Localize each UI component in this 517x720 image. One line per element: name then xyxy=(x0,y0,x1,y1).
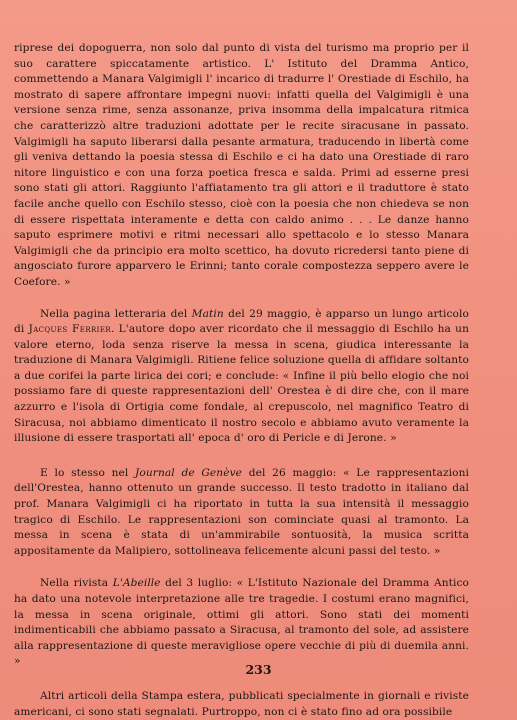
magazine-title-labeille: L'Abeille xyxy=(112,577,161,590)
paragraph-4-text: Nella rivista xyxy=(40,577,113,590)
paragraph-1-text: riprese dei dopoguerra, non solo dal punto di vista del turismo ma proprio per il suo carattere spiccatamente artistico. L' Istituto del Dramma Antico, commettendo a Manara Valgimigli l' incarico di tradurre l' Orestiade di Eschilo, ha mostrato di sapere affrontare impegni nuovi: infatti quella del Valgimigli è una versione senza rime, senza assonanze, priva insomma della impalcatura ritmica che caratterizzò altre traduzioni adottate per le recite siracusane in passato. Valgimigli ha saputo liberarsi dalla pesante armatura, traducendo in libertà come gli veniva dettando la poesia stessa di Eschilo e ci ha dato una Orestiade di raro nitore linguistico e con una forza poetica fresca e salda. Primi ad esserne presi sono stati gli attori. Raggiunto l'affiatamento tra gli attori e il traduttore è stato facile anche quello con Eschilo stesso, cioè con la poesia che non chiedeva se non di essere rispettata interamente e detta con caldo animo . . . Le danze hanno saputo esprimere motivi e ritmi necessari allo spettacolo e lo stesso Manara Valgimigli che da principio era molto scettico, ha dovuto ricredersi tanto piene di angosciato furore apparvero le Erinni; tanto corale compostezza seppero avere le Coefore. » xyxy=(14,42,469,288)
paragraph-2-text: del 29 maggio, è apparso un lungo articolo di xyxy=(14,307,469,336)
paragraph-5 xyxy=(14,689,469,720)
paragraph-1 xyxy=(14,41,469,291)
paragraph-2-text: Nella pagina letteraria del xyxy=(40,307,192,320)
paragraph-4 xyxy=(14,576,469,670)
page-number: 233 xyxy=(245,662,272,677)
paragraph-3-text: del 26 maggio: « Le rappresentazioni dell'Orestea, hanno ottenuto un grande successo. Il testo tradotto in italiano dal prof. Manara Valgimigli ci ha riportato in tutta la sua intensità il messaggio tragico di Eschilo. Le rappresentazioni son cominciate quasi al tramonto. La messa in scena è stata di un'ammirabile sontuosità, la musica scritta appositamente da Malipiero, sottolineava felicemente alcuni passi del testo. » xyxy=(14,466,470,557)
author-name: Jacques Ferrier xyxy=(28,323,112,336)
newspaper-title-matin: Matin xyxy=(191,307,224,320)
paragraph-2 xyxy=(14,307,469,447)
paragraph-2-text: . L'autore dopo aver ricordato che il messaggio di Eschilo ha un valore eterno, loda senza riserve la messa in scena, giudica interessante la traduzione di Manara Valgimigli. Ritiene felice soluzione quella di affidare soltanto a due corifei la parte lirica dei cori; e conclude: « Infine il più bello elogio che noi possiamo fare di queste rappresentazioni dell' Orestea è di dire che, con il mare azzurro e l'isola di Ortigia come fondale, al crepuscolo, nel magnifico Teatro di Siracusa, noi abbiamo dimenticato il nostro secolo e abbiamo avuto veramente la illusione di essere trasportati all' epoca d' oro di Pericle e di Jerone. » xyxy=(14,323,470,445)
paragraph-4-text: del 3 luglio: « L'Istituto Nazionale del Dramma Antico ha dato una notevole interpretazione alle tre tragedie. I costumi erano magnifici, la messa in scena originale, ottimi gli attori. Sono stati dei momenti indimenticabili che abbiamo passato a Siracusa, al tramonto del sole, ad assistere alla rappresentazione di queste meravigliose opere vecchie di più di duemila anni. » xyxy=(14,577,469,668)
paragraph-3-text: E lo stesso nel xyxy=(40,466,136,479)
paragraph-3 xyxy=(14,466,469,560)
newspaper-title-journal-de-geneve: Journal de Genève xyxy=(135,466,243,479)
body-text xyxy=(14,41,469,720)
paragraph-5-text: Altri articoli della Stampa estera, pubblicati specialmente in giornali e riviste americani, ci sono stati segnalati. Purtroppo, non ci è stato fino ad ora possibile xyxy=(14,689,469,718)
